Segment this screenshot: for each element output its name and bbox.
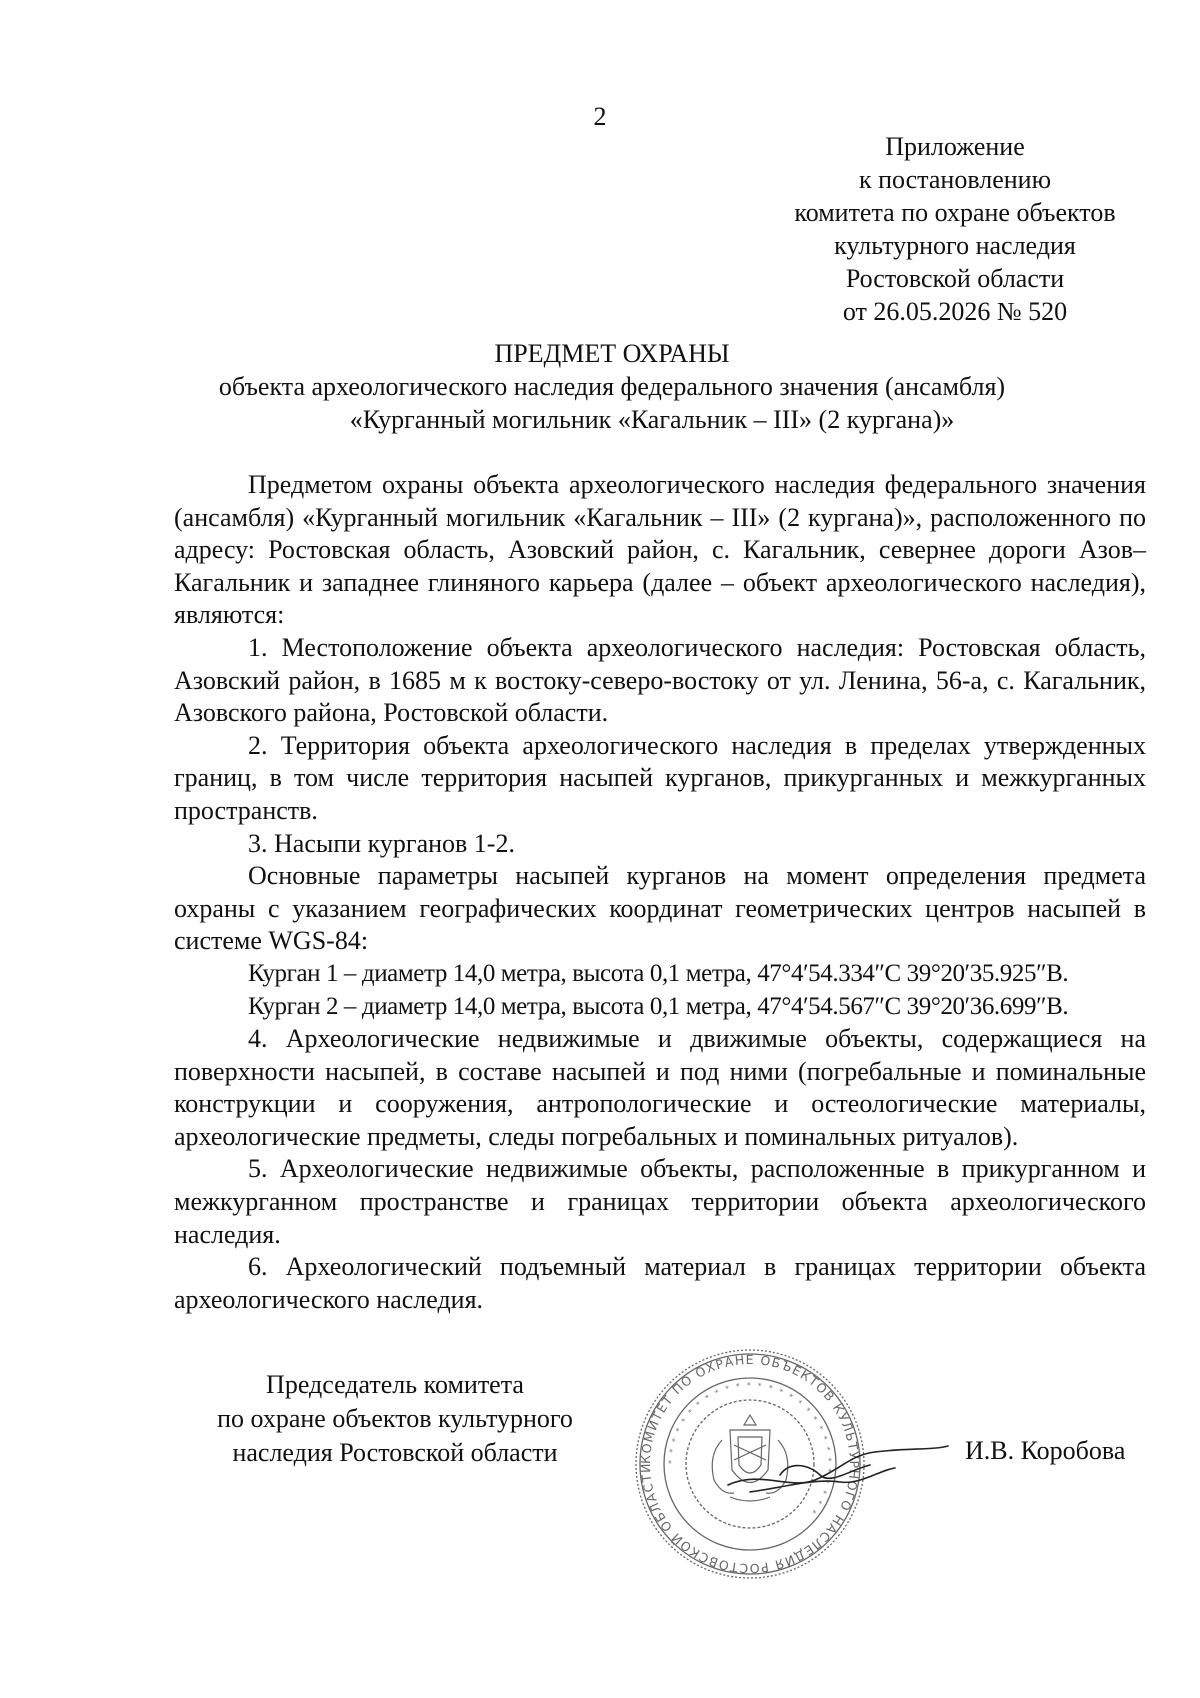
signatory-position-line: по охране объектов культурного xyxy=(217,1404,573,1433)
svg-text:* * * * * * * * * * * * * * *: * * * * * * * * * * * * * * * * * * * * * * * * * * * * xyxy=(666,1380,834,1517)
item-location: 1. Местоположение объекта археологического наследия: Ростовская область, Азовский район, в 1685 м к востоку-северо-востоку от ул. Ленина, 56-а, с. Кагальник, Азовского района, Ростовской области. xyxy=(174,632,1146,728)
appendix-line: комитета по охране объектов xyxy=(794,198,1116,227)
signatory-position-line: наследия Ростовской области xyxy=(232,1438,558,1467)
appendix-line: к постановлению xyxy=(858,165,1052,194)
signatory-position-line: Председатель комитета xyxy=(266,1370,524,1399)
item-surface-material: 6. Археологический подъемный материал в границах территории объекта археологического наследия. xyxy=(174,1252,1146,1314)
document-body xyxy=(174,469,1146,1316)
mound-2-coordinates: Курган 2 – диаметр 14,0 метра, высота 0,1 метра, 47°4′54.567″С 39°20′36.699″В. xyxy=(248,992,1069,1020)
intro-paragraph: Предметом охраны объекта археологического наследия федерального значения (ансамбля) «Курганный могильник «Кагальник – III» (2 кургана)», расположенного по адресу: Ростовская область, Азовский район, с. Кагальник, севернее дороги Азов–Кагальник и западнее глиняного карьера (далее – объект археологического наследия), являются: xyxy=(174,470,1146,630)
title-block xyxy=(150,338,1074,436)
seal-ring-text: КОМИТЕТ ПО ОХРАНЕ ОБЪЕКТОВ КУЛЬТУРНОГО НАСЛЕДИЯ РОСТОВСКОЙ ОБЛАСТИ xyxy=(637,1351,863,1577)
item-territory: 2. Территория объекта археологического наследия в пределах утвержденных границ, в том числе территория насыпей курганов, прикурганных и межкурганных пространств. xyxy=(174,730,1146,825)
document-subtitle-line: «Курганный могильник «Кагальник – III» (2 кургана)» xyxy=(349,405,955,434)
signatory-position xyxy=(175,1368,615,1470)
mound-1-coordinates: Курган 1 – диаметр 14,0 метра, высота 0,1 метра, 47°4′54.334″С 39°20′35.925″В. xyxy=(248,959,1069,987)
appendix-line: Приложение xyxy=(885,132,1025,161)
appendix-header xyxy=(740,130,1170,328)
handwritten-signature xyxy=(720,1430,950,1510)
item-immovable-objects: 5. Археологические недвижимые объекты, расположенные в прикурганном и межкурганном пространстве и границах территории объекта археологического наследия. xyxy=(174,1154,1146,1249)
appendix-line: культурного наследия xyxy=(834,231,1076,260)
page-number: 2 xyxy=(593,102,607,131)
item-mounds: 3. Насыпи курганов 1-2. xyxy=(248,828,515,858)
signatory-name: И.В. Коробова xyxy=(965,1436,1126,1465)
document-subtitle-line: объекта археологического наследия федерального значения (ансамбля) xyxy=(218,372,1006,401)
mound-parameters-intro: Основные параметры насыпей курганов на момент определения предмета охраны с указанием географических координат геометрических центров насыпей в системе WGS-84: xyxy=(174,861,1146,956)
item-archaeological-objects: 4. Археологические недвижимые и движимые объекты, содержащиеся на поверхности насыпей, в составе насыпей и под ними (погребальные и поминальные конструкции и сооружения, антропологические и остеологические материалы, археологические предметы, следы погребальных и поминальных ритуалов). xyxy=(174,1024,1146,1151)
appendix-line: Ростовской области xyxy=(845,264,1065,293)
document-title: ПРЕДМЕТ ОХРАНЫ xyxy=(494,339,730,368)
appendix-date-number: от 26.05.2026 № 520 xyxy=(842,297,1068,326)
